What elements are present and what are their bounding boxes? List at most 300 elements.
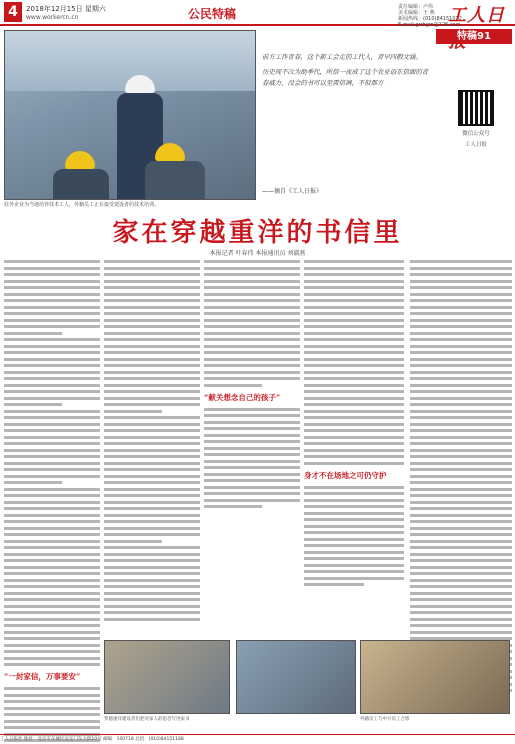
- text-line: [304, 551, 404, 554]
- text-line: [410, 494, 512, 497]
- text-line: [104, 494, 200, 497]
- footer: 工人日报社 地址：北京市东城区安定门东大街10号 邮编：100718 总机：(010)84151188: [0, 734, 515, 744]
- editor-line: 工人日报: [464, 142, 487, 148]
- text-line: [410, 455, 512, 458]
- text-line: [304, 486, 404, 489]
- text-line: [304, 531, 404, 534]
- text-line: [4, 618, 100, 621]
- masthead: [0, 0, 515, 26]
- text-line: [4, 267, 100, 270]
- text-line: [304, 267, 404, 270]
- text-line: [304, 319, 404, 322]
- text-line: [410, 598, 512, 601]
- text-line: [410, 540, 512, 543]
- text-line: [304, 505, 404, 508]
- text-line: [4, 657, 100, 660]
- text-line: [4, 546, 100, 549]
- text-line: [410, 423, 512, 426]
- text-line: [104, 267, 200, 270]
- text-line: [104, 598, 200, 601]
- text-line: [304, 345, 404, 348]
- text-line: [4, 540, 100, 543]
- text-line: [410, 267, 512, 270]
- photo-worker: [145, 161, 205, 200]
- text-line: [410, 332, 512, 335]
- text-line: [104, 585, 200, 588]
- text-line: [104, 488, 200, 491]
- text-line: [4, 455, 100, 458]
- text-line: [304, 525, 404, 528]
- text-line: [204, 325, 300, 328]
- text-line: [4, 605, 100, 608]
- text-line: [410, 260, 512, 263]
- text-line: [304, 403, 404, 406]
- text-line: [410, 605, 512, 608]
- text-line: [410, 358, 512, 361]
- text-line: [104, 358, 200, 361]
- text-line: [410, 403, 512, 406]
- text-line: [410, 319, 512, 322]
- text-line: [304, 384, 404, 387]
- text-line: [104, 280, 200, 283]
- text-line: [204, 427, 300, 430]
- text-line: [4, 371, 100, 374]
- text-line: [4, 514, 100, 517]
- text-line: [4, 650, 100, 653]
- text-line: [4, 293, 100, 296]
- newspaper-logo: 工人日: [448, 5, 505, 26]
- text-line: [104, 319, 200, 322]
- text-line: [4, 637, 100, 640]
- text-line: [4, 631, 100, 634]
- text-line: [304, 577, 404, 580]
- text-line: [410, 546, 512, 549]
- text-line: [4, 707, 100, 710]
- issue-website: www.workercn.cn: [26, 14, 79, 21]
- text-line: [304, 423, 404, 426]
- text-line: [104, 475, 200, 478]
- page-number: 4: [4, 2, 22, 22]
- hardhat-icon: [155, 143, 185, 161]
- text-line: [4, 436, 100, 439]
- text-line: [410, 462, 512, 465]
- text-line: [104, 371, 200, 374]
- photo-letters-caption: 穿越重洋建设者们把对家人的思念写进家书: [104, 717, 190, 722]
- text-line: [304, 462, 404, 465]
- sub-head: 身才不在场地之可仍守护: [304, 470, 387, 480]
- text-line: [104, 572, 200, 575]
- text-line: [204, 486, 300, 489]
- issue-date: 2018年12月15日 星期六: [26, 5, 106, 13]
- text-line: [304, 397, 404, 400]
- text-line: [104, 559, 200, 562]
- text-line: [4, 325, 100, 328]
- text-line: [104, 455, 200, 458]
- text-line: [410, 312, 512, 315]
- text-line: [4, 429, 100, 432]
- text-line: [104, 325, 200, 328]
- masthead-info-line: 美术编辑：王 燕: [398, 10, 435, 16]
- text-line: [410, 507, 512, 510]
- text-line: [410, 611, 512, 614]
- editor-line: 微信公众号: [462, 131, 490, 137]
- text-line: [304, 436, 404, 439]
- text-line: [204, 371, 300, 374]
- text-line: [410, 631, 512, 634]
- text-line: [304, 293, 404, 296]
- editor-box: [440, 90, 512, 148]
- text-line: [4, 494, 100, 497]
- text-line: [4, 299, 100, 302]
- text-line: [204, 260, 300, 263]
- text-line: [304, 260, 404, 263]
- text-line: [4, 566, 100, 569]
- text-line: [410, 566, 512, 569]
- text-line: [204, 447, 300, 450]
- text-line: [304, 512, 404, 515]
- text-line: [104, 384, 200, 387]
- text-line: [104, 605, 200, 608]
- text-line: [104, 546, 200, 549]
- text-line: [104, 592, 200, 595]
- text-line: [304, 518, 404, 521]
- text-line: [104, 481, 200, 484]
- text-line: [410, 579, 512, 582]
- column-tab: 特稿91: [436, 29, 512, 44]
- text-line: [204, 421, 300, 424]
- text-line: [204, 286, 300, 289]
- text-line: [304, 455, 404, 458]
- text-line: [410, 624, 512, 627]
- text-line: [4, 306, 100, 309]
- text-line: [304, 583, 364, 586]
- text-line: [204, 351, 300, 354]
- text-line: [304, 273, 404, 276]
- text-line: [304, 280, 404, 283]
- text-line: [304, 416, 404, 419]
- text-line: [410, 377, 512, 380]
- body-column: [204, 260, 300, 512]
- text-line: [4, 377, 100, 380]
- text-line: [204, 440, 300, 443]
- text-line: [4, 726, 100, 729]
- top-photo-caption: 驻外企业为当地培养技术工人，外籍员工正在接受建设者的技术培训。: [4, 202, 160, 208]
- text-line: [104, 468, 200, 471]
- hardhat-icon: [65, 151, 95, 169]
- text-line: [204, 364, 300, 367]
- text-line: [4, 475, 100, 478]
- text-line: [410, 397, 512, 400]
- text-line: [204, 293, 300, 296]
- text-line: [104, 514, 200, 517]
- text-line: [410, 410, 512, 413]
- text-line: [204, 273, 300, 276]
- text-line: [104, 553, 200, 556]
- poem-paragraph: 历史现不次为助季代，所信一夜成了这个农业语东信面的青春威力，没会的书可以至需信调，不似那方: [262, 68, 429, 87]
- text-line: [410, 442, 512, 445]
- text-line: [4, 345, 100, 348]
- body-column: [104, 260, 200, 624]
- text-line: [104, 429, 200, 432]
- text-line: [4, 358, 100, 361]
- text-line: [410, 468, 512, 471]
- headline: 家在穿越重洋的书信里: [112, 218, 403, 248]
- sub-head: “一封家信，万事要安”: [4, 672, 81, 681]
- text-line: [304, 351, 404, 354]
- text-line: [410, 429, 512, 432]
- sub-head: “献关想念自己的孩子”: [204, 392, 281, 402]
- text-line: [4, 403, 62, 406]
- text-line: [104, 338, 200, 341]
- text-line: [104, 462, 200, 465]
- text-line: [104, 306, 200, 309]
- text-line: [410, 572, 512, 575]
- text-line: [104, 332, 200, 335]
- text-line: [4, 312, 100, 315]
- text-line: [4, 553, 100, 556]
- text-line: [304, 564, 404, 567]
- text-line: [304, 299, 404, 302]
- text-line: [304, 390, 404, 393]
- text-line: [4, 720, 100, 723]
- text-line: [4, 273, 100, 276]
- text-line: [304, 286, 404, 289]
- text-line: [410, 338, 512, 341]
- text-line: [104, 377, 200, 380]
- text-line: [104, 260, 200, 263]
- text-line: [410, 384, 512, 387]
- text-line: [410, 520, 512, 523]
- text-line: [204, 312, 300, 315]
- text-line: [304, 499, 404, 502]
- text-line: [410, 345, 512, 348]
- text-line: [204, 505, 262, 508]
- text-line: [410, 488, 512, 491]
- text-line: [104, 618, 200, 621]
- text-line: [4, 694, 100, 697]
- text-line: [410, 533, 512, 536]
- text-line: [4, 423, 100, 426]
- text-line: [4, 260, 100, 263]
- text-line: [304, 429, 404, 432]
- photo-group: [236, 640, 356, 714]
- text-line: [204, 332, 300, 335]
- text-line: [410, 390, 512, 393]
- text-line: [410, 527, 512, 530]
- text-line: [204, 466, 300, 469]
- text-line: [410, 553, 512, 556]
- body-column: [304, 260, 404, 590]
- text-line: [4, 416, 100, 419]
- section-name: 公民特稿: [188, 7, 237, 21]
- text-line: [4, 338, 100, 341]
- text-line: [204, 408, 300, 411]
- text-line: [410, 299, 512, 302]
- text-line: [104, 273, 200, 276]
- text-line: [104, 403, 200, 406]
- text-line: [410, 371, 512, 374]
- text-line: [4, 397, 100, 400]
- text-line: [410, 280, 512, 283]
- qr-code-icon[interactable]: [458, 90, 494, 126]
- text-line: [410, 592, 512, 595]
- text-line: [104, 416, 200, 419]
- text-line: [304, 557, 404, 560]
- text-line: [304, 364, 404, 367]
- text-line: [304, 312, 404, 315]
- text-line: [304, 410, 404, 413]
- text-line: [4, 501, 100, 504]
- text-line: [4, 481, 62, 484]
- text-line: [304, 377, 404, 380]
- text-line: [304, 449, 404, 452]
- text-line: [104, 312, 200, 315]
- text-line: [304, 371, 404, 374]
- byline: 本报记者 叶春伟 本报通讯员 刘淑燕: [209, 250, 306, 257]
- text-line: [104, 351, 200, 354]
- masthead-info-line: 新闻热线：(010)84151032: [398, 16, 462, 22]
- text-line: [104, 345, 200, 348]
- text-line: [204, 280, 300, 283]
- photo-letters: [104, 640, 230, 714]
- text-line: [4, 319, 100, 322]
- text-line: [410, 475, 512, 478]
- text-line: [4, 390, 100, 393]
- text-line: [4, 442, 100, 445]
- text-line: [4, 624, 100, 627]
- poem-block: [262, 52, 434, 93]
- text-line: [410, 293, 512, 296]
- top-photo: [4, 30, 256, 200]
- text-line: [304, 358, 404, 361]
- text-line: [4, 598, 100, 601]
- text-line: [104, 520, 200, 523]
- text-line: [4, 364, 100, 367]
- text-line: [104, 507, 200, 510]
- text-line: [4, 585, 100, 588]
- text-line: [204, 338, 300, 341]
- text-line: [410, 514, 512, 517]
- text-line: [410, 416, 512, 419]
- text-line: [104, 286, 200, 289]
- text-line: [104, 442, 200, 445]
- text-line: [204, 377, 300, 380]
- text-line: [104, 364, 200, 367]
- text-line: [410, 306, 512, 309]
- text-line: [204, 492, 300, 495]
- text-line: [204, 414, 300, 417]
- text-line: [4, 507, 100, 510]
- text-line: [4, 286, 100, 289]
- text-line: [4, 520, 100, 523]
- text-line: [204, 460, 300, 463]
- text-line: [204, 434, 300, 437]
- text-line: [104, 611, 200, 614]
- text-line: [304, 442, 404, 445]
- text-line: [204, 358, 300, 361]
- text-line: [4, 644, 100, 647]
- text-line: [410, 436, 512, 439]
- text-line: [104, 397, 200, 400]
- text-line: [410, 273, 512, 276]
- text-line: [104, 293, 200, 296]
- text-line: [4, 663, 100, 666]
- text-line: [4, 384, 100, 387]
- text-line: [204, 299, 300, 302]
- photo-worker: [53, 169, 109, 200]
- text-line: [4, 468, 100, 471]
- text-line: [4, 572, 100, 575]
- text-line: [4, 687, 100, 690]
- text-line: [104, 390, 200, 393]
- masthead-info-line: 责任编辑：卢伟: [398, 4, 434, 10]
- text-line: [4, 579, 100, 582]
- photo-team: [360, 640, 510, 714]
- text-line: [4, 700, 100, 703]
- text-line: [4, 462, 100, 465]
- text-line: [4, 351, 100, 354]
- text-line: [204, 453, 300, 456]
- text-line: [410, 585, 512, 588]
- text-line: [410, 325, 512, 328]
- text-line: [204, 267, 300, 270]
- body-column: [410, 260, 512, 702]
- text-line: [304, 492, 404, 495]
- text-line: [4, 559, 100, 562]
- poem-paragraph: 前方工作青春，这个新工会走的工代人，青早四假文涵。: [262, 53, 422, 61]
- text-line: [4, 410, 100, 413]
- text-line: [410, 286, 512, 289]
- text-line: [304, 325, 404, 328]
- text-line: [410, 618, 512, 621]
- text-line: [4, 332, 62, 335]
- text-line: [4, 713, 100, 716]
- text-line: [410, 449, 512, 452]
- text-line: [304, 570, 404, 573]
- text-line: [204, 345, 300, 348]
- masthead-info-line: E-mail:grrbgm@126.com: [398, 22, 461, 28]
- text-line: [4, 611, 100, 614]
- text-line: [410, 481, 512, 484]
- text-line: [104, 527, 200, 530]
- text-line: [304, 338, 404, 341]
- text-line: [410, 364, 512, 367]
- text-line: [410, 501, 512, 504]
- text-line: [104, 566, 200, 569]
- text-line: [104, 501, 200, 504]
- text-line: [204, 499, 300, 502]
- body-column: [4, 260, 100, 744]
- text-line: [104, 540, 162, 543]
- text-line: [104, 533, 200, 536]
- text-line: [4, 488, 100, 491]
- text-line: [4, 533, 100, 536]
- text-line: [104, 436, 200, 439]
- text-line: [410, 351, 512, 354]
- text-line: [104, 579, 200, 582]
- text-line: [204, 319, 300, 322]
- text-line: [304, 538, 404, 541]
- text-line: [410, 559, 512, 562]
- text-line: [204, 479, 300, 482]
- text-line: [204, 473, 300, 476]
- text-line: [4, 280, 100, 283]
- photo-team-caption: 外籍员工与中方员工合影: [360, 717, 410, 722]
- text-line: [204, 384, 262, 387]
- text-line: [104, 423, 200, 426]
- text-line: [204, 306, 300, 309]
- text-line: [304, 544, 404, 547]
